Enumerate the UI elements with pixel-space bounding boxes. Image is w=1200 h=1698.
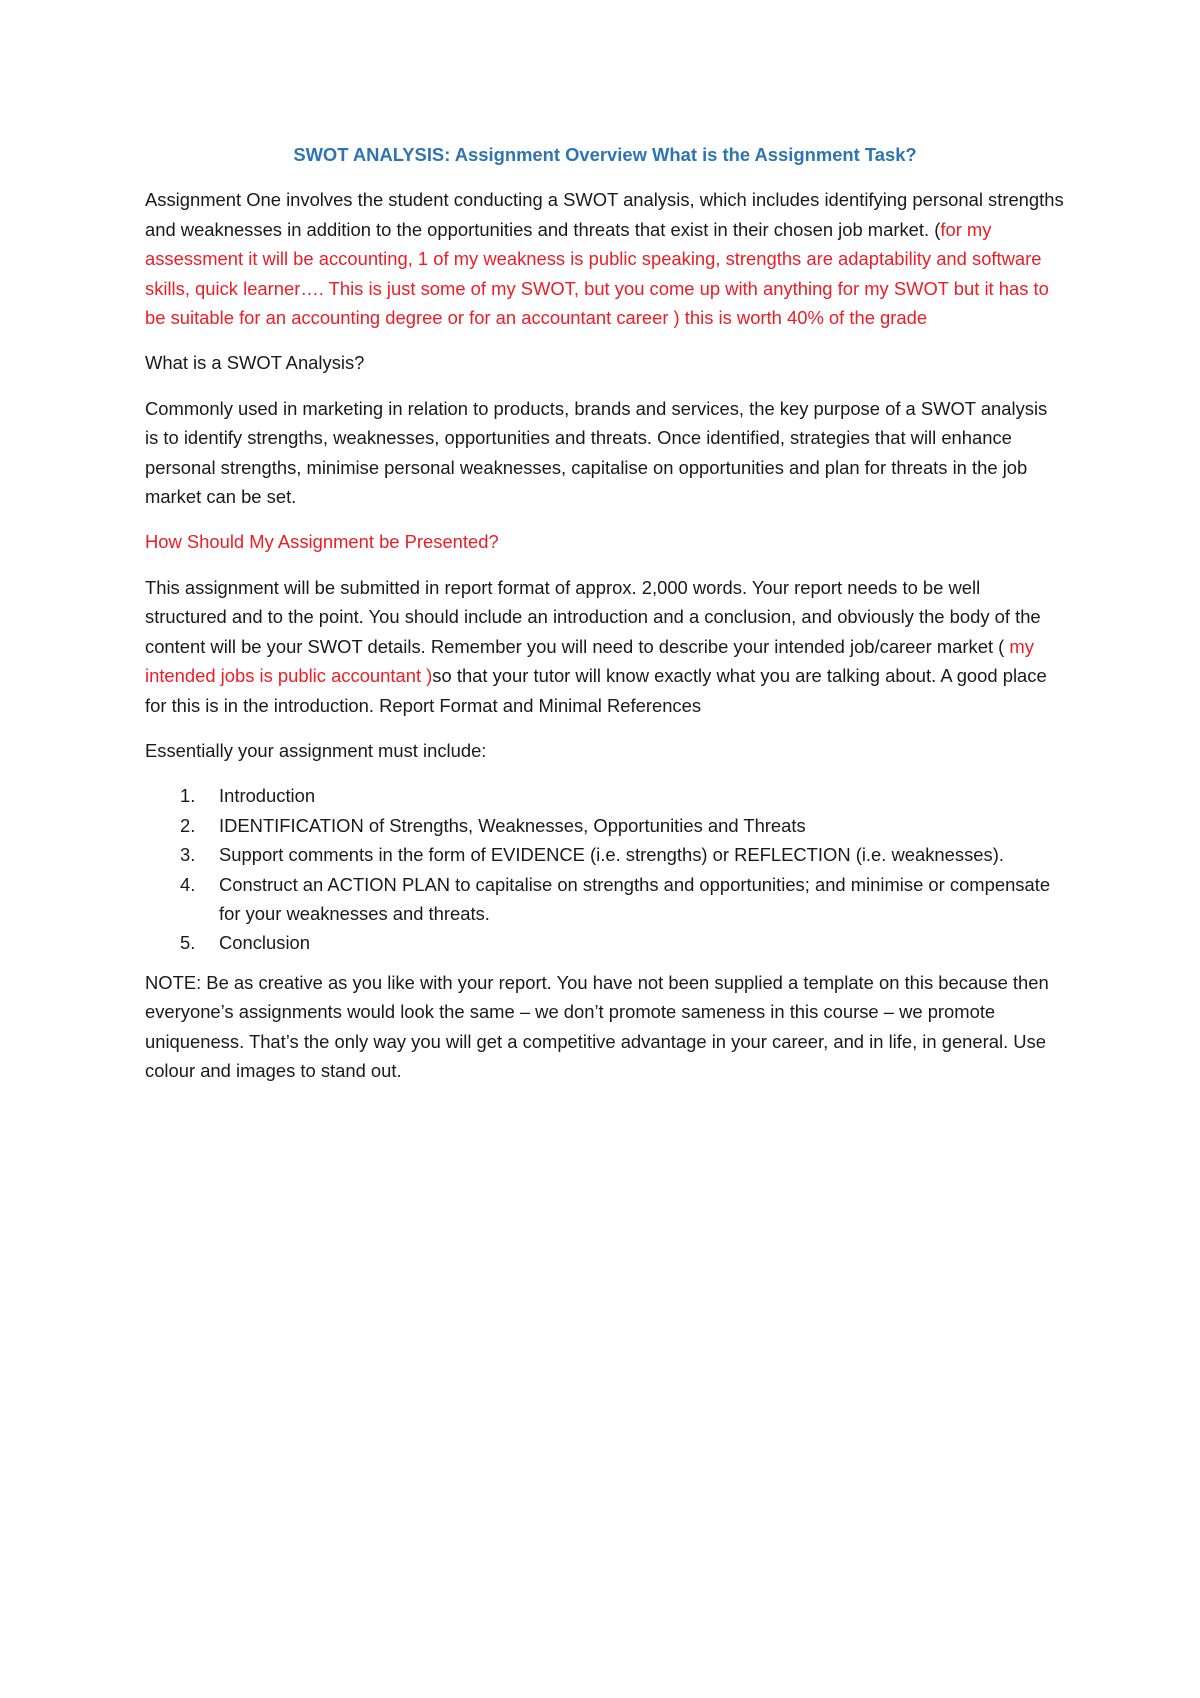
- list-item: [145, 870, 1065, 929]
- include-intro: Essentially your assignment must include:: [145, 739, 487, 761]
- list-item-number: 3.: [180, 844, 196, 866]
- list-item-text: Support comments in the form of EVIDENCE (i.e. strengths) or REFLECTION (i.e. weaknesses).: [219, 844, 1004, 866]
- list-item-number: 1.: [180, 785, 196, 807]
- list-item-text: Introduction: [219, 785, 316, 807]
- presentation-text-2: so that your tutor will know exactly what you are talking about. A good place for this is in the introduction. Report Format and Minimal References: [145, 665, 1047, 716]
- list-item: [145, 811, 1065, 840]
- list-item-number: 4.: [180, 873, 196, 895]
- swot-question: What is a SWOT Analysis?: [145, 352, 365, 374]
- list-item: [145, 840, 1065, 869]
- list-item: [145, 781, 1065, 810]
- document-page: [145, 140, 1065, 1101]
- requirements-list: [145, 781, 1065, 957]
- list-item: [145, 928, 1065, 957]
- intro-text: Assignment One involves the student conducting a SWOT analysis, which includes identifying personal strengths and weaknesses in addition to the opportunities and threats that exist in their chosen job market. (: [145, 189, 1064, 240]
- swot-definition-paragraph: Commonly used in marketing in relation to products, brands and services, the key purpose of a SWOT analysis is to identify strengths, weaknesses, opportunities and threats. Once identified, strategies that will enhance personal strengths, minimise personal weaknesses, capitalise on opportunities and plan for threats in the job market can be set.: [145, 397, 1048, 508]
- document-title: SWOT ANALYSIS: Assignment Overview What is the Assignment Task?: [293, 144, 917, 165]
- note-paragraph: NOTE: Be as creative as you like with your report. You have not been supplied a template on this because then everyone’s assignments would look the same – we don’t promote sameness in this course – we promote uniqueness. That’s the only way you will get a competitive advantage in your career, and in life, in general. Use colour and images to stand out.: [145, 971, 1049, 1081]
- intro-highlight-text: for my assessment it will be accounting, 1 of my weakness is public speaking, strengths are adaptability and software skills, quick learner…. This is just some of my SWOT, but you come up with anything for my SWOT but it has to be suitable for an accounting degree or for an accountant career ) this is worth 40% of the grade: [145, 218, 1049, 329]
- list-item-text: Construct an ACTION PLAN to capitalise on strengths and opportunities; and minimise or compensate for your weaknesses and threats.: [219, 873, 1051, 924]
- presentation-heading: How Should My Assignment be Presented?: [145, 531, 499, 553]
- presentation-paragraph: [145, 573, 1065, 720]
- presentation-highlight-text: my intended jobs is public accountant ): [145, 635, 1034, 687]
- intro-paragraph: [145, 185, 1065, 332]
- presentation-text-1: This assignment will be submitted in report format of approx. 2,000 words. Your report needs to be well structured and to the point. You should include an introduction and a conclusion, and obviously the body of the content will be your SWOT details. Remember you will need to describe your intended job/career market (: [145, 576, 1041, 657]
- list-item-text: Conclusion: [219, 932, 310, 954]
- list-item-text: IDENTIFICATION of Strengths, Weaknesses, Opportunities and Threats: [219, 814, 806, 836]
- list-item-number: 5.: [180, 932, 196, 954]
- list-item-number: 2.: [180, 814, 196, 836]
